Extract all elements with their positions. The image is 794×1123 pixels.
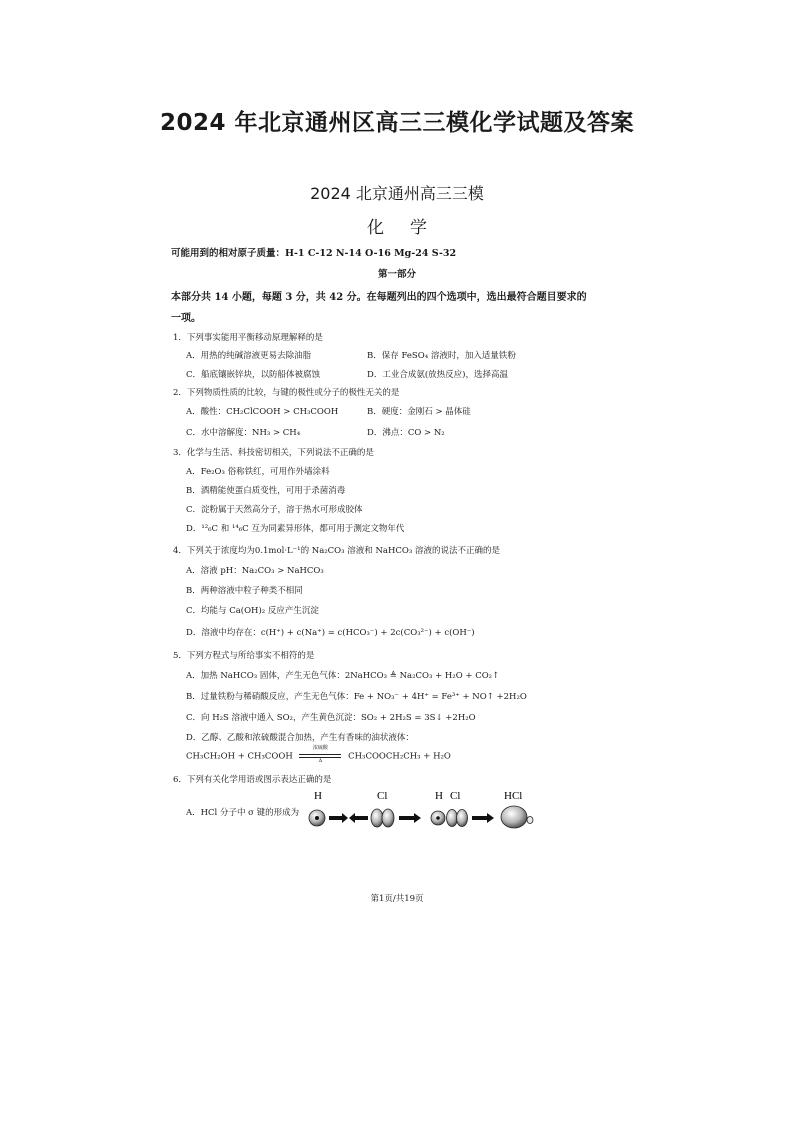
label-hcl: HCl xyxy=(504,790,523,802)
cl-p-orbital-lobe-right xyxy=(382,809,394,827)
question-1-stem: 1．下列事实能用平衡移动原理解释的是 xyxy=(173,333,323,343)
cl-p-lobe-approach-1 xyxy=(447,810,458,827)
question-3-option-b: B．酒精能使蛋白质变性，可用于杀菌消毒 xyxy=(186,486,346,496)
question-5-stem: 5．下列方程式与所给事实不相符的是 xyxy=(173,651,315,661)
equation-products: CH₃COOCH₂CH₃ + H₂O xyxy=(348,751,451,762)
arrow-right-icon xyxy=(472,813,494,823)
question-3-option-d: D．¹²₆C 和 ¹⁴₆C 互为同素异形体，都可用于测定文物年代 xyxy=(186,524,405,534)
question-1-option-d: D．工业合成氨(放热反应)，选择高温 xyxy=(367,370,508,380)
question-5-option-d-equation xyxy=(186,745,451,764)
question-2-option-d: D．沸点：CO > N₂ xyxy=(367,428,445,438)
question-4-option-c: C．均能与 Ca(OH)₂ 反应产生沉淀 xyxy=(186,606,319,616)
question-4-option-a: A．溶液 pH：Na₂CO₃ > NaHCO₃ xyxy=(186,566,324,576)
label-cl-1: Cl xyxy=(377,790,388,802)
page-footer: 第1页/共19页 xyxy=(370,894,424,904)
orbital-overlap-diagram xyxy=(304,788,536,832)
equation-reactants: CH₃CH₂OH + CH₃COOH xyxy=(186,751,293,762)
part-title: 第一部分 xyxy=(377,269,416,280)
arrow-right-icon xyxy=(329,813,348,823)
reversible-arrow xyxy=(297,745,343,764)
instructions-line-1: 本部分共 14 小题，每题 3 分，共 42 分。在每题列出的四个选项中，选出最符合题目要求的 xyxy=(171,292,587,303)
question-2-stem: 2．下列物质性质的比较，与键的极性或分子的极性无关的是 xyxy=(173,388,400,398)
exam-subtitle: 2024 北京通州高三三模 xyxy=(310,184,484,203)
document-title: 2024 年北京通州区高三三模化学试题及答案 xyxy=(159,110,635,136)
question-3-option-a: A．Fe₂O₃ 俗称铁红，可用作外墙涂料 xyxy=(186,467,330,477)
question-6-stem: 6．下列有关化学用语或图示表达正确的是 xyxy=(173,775,332,785)
question-6-option-a: A．HCl 分子中 σ 键的形成为 xyxy=(186,808,300,818)
arrow-condition-top: 浓硫酸 xyxy=(312,745,328,751)
hcl-small-lobe xyxy=(527,817,533,824)
question-4-stem: 4．下列关于浓度均为0.1mol·L⁻¹的 Na₂CO₃ 溶液和 NaHCO₃ 溶液的说法不正确的是 xyxy=(173,546,500,556)
hcl-sigma-bond-figure xyxy=(304,788,536,836)
question-1-option-c: C．船底镶嵌锌块，以防船体被腐蚀 xyxy=(186,370,321,380)
label-h-2: H xyxy=(435,790,443,802)
question-2-option-b: B．硬度：金刚石 > 晶体硅 xyxy=(367,407,471,417)
subject-title: 化学 xyxy=(367,218,453,238)
label-h-1: H xyxy=(314,790,322,802)
question-1-option-b: B．保存 FeSO₄ 溶液时，加入适量铁粉 xyxy=(367,351,516,361)
question-2-option-c: C．水中溶解度：NH₃ > CH₄ xyxy=(186,428,301,438)
cl-p-lobe-approach-2 xyxy=(457,810,468,827)
question-5-option-d: D．乙醇、乙酸和浓硫酸混合加热，产生有香味的油状液体： xyxy=(186,733,414,743)
label-cl-2: Cl xyxy=(450,790,461,802)
arrow-left-icon xyxy=(349,813,368,823)
question-3-option-c: C．淀粉属于天然高分子，溶于热水可形成胶体 xyxy=(186,505,363,515)
question-4-option-b: B．两种溶液中粒子种类不相同 xyxy=(186,586,303,596)
instructions-line-2: 一项。 xyxy=(171,313,201,324)
question-1-option-a: A．用热的纯碱溶液更易去除油脂 xyxy=(186,351,312,361)
question-5-option-b: B．过量铁粉与稀硝酸反应，产生无色气体：Fe + NO₃⁻ + 4H⁺ = Fe³⁺ + NO↑ +2H₂O xyxy=(186,692,527,702)
arrow-condition-bottom: Δ xyxy=(318,758,323,764)
hcl-sigma-orbital xyxy=(501,806,527,828)
question-5-option-a: A．加热 NaHCO₃ 固体，产生无色气体：2NaHCO₃ ≜ Na₂CO₃ + H₂O + CO₂↑ xyxy=(186,671,500,681)
arrow-right-icon xyxy=(399,813,421,823)
question-4-option-d: D．溶液中均存在：c(H⁺) + c(Na⁺) = c(HCO₃⁻) + 2c(CO₃²⁻) + c(OH⁻) xyxy=(186,628,475,638)
question-5-option-c: C．向 H₂S 溶液中通入 SO₂，产生黄色沉淀：SO₂ + 2H₂S = 3S↓ +2H₂O xyxy=(186,713,476,723)
question-2-option-a: A．酸性：CH₂ClCOOH > CH₃COOH xyxy=(186,407,339,417)
question-3-stem: 3．化学与生活、科技密切相关，下列说法不正确的是 xyxy=(173,448,374,458)
h-nucleus xyxy=(315,816,319,820)
cl-p-orbital-lobe-left xyxy=(371,809,383,827)
atomic-masses-line: 可能用到的相对原子质量：H-1 C-12 N-14 O-16 Mg-24 S-32 xyxy=(171,248,457,259)
